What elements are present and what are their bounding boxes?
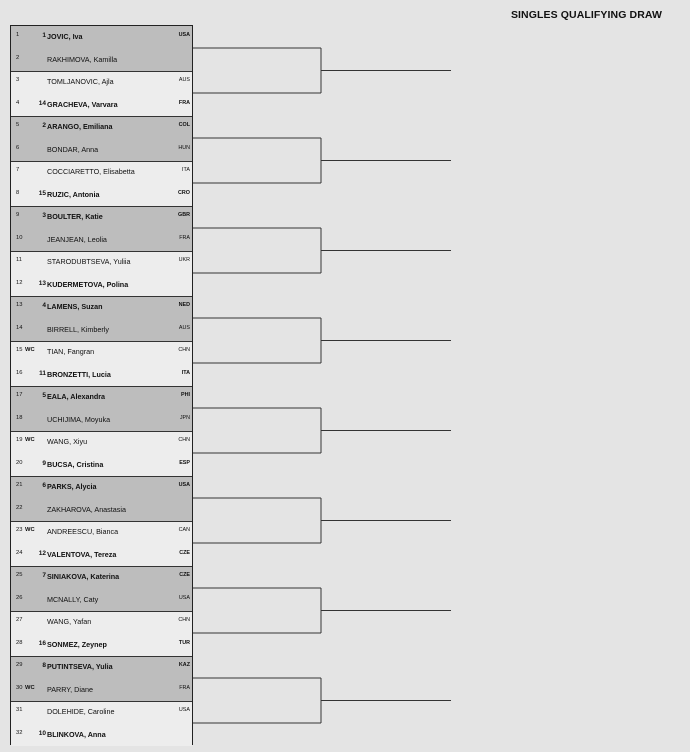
draw-position: 25 <box>16 572 23 578</box>
draw-position: 24 <box>16 549 23 556</box>
seed-number: 7 <box>42 572 46 579</box>
country-code: USA <box>178 482 190 488</box>
player-name: TOMLJANOVIC, Ajla <box>47 77 114 86</box>
seed-number: 9 <box>42 459 46 467</box>
draw-title: SINGLES QUALIFYING DRAW <box>510 9 662 21</box>
country-code: KAZ <box>178 662 190 668</box>
seed-number: 2 <box>42 122 46 129</box>
country-code: ITA <box>181 369 190 376</box>
country-code: FRA <box>179 684 190 691</box>
country-code: FRA <box>179 234 190 241</box>
country-code: USA <box>178 594 190 601</box>
seed-number: 10 <box>38 729 46 737</box>
player-name: BRONZETTI, Lucia <box>47 369 111 379</box>
country-code: PHI <box>181 392 190 398</box>
player-name: KUDERMETOVA, Polina <box>47 279 129 289</box>
draw-position: 1 <box>16 32 20 38</box>
player-name: COCCIARETTO, Elisabetta <box>47 167 135 176</box>
country-code: AUS <box>178 77 190 83</box>
seed-number: 16 <box>38 639 46 647</box>
draw-position: 11 <box>16 257 23 263</box>
draw-position: 28 <box>16 639 23 646</box>
seed-number: 6 <box>42 482 46 489</box>
player-name: BUCSA, Cristina <box>47 459 104 469</box>
player-name: TIAN, Fangran <box>47 347 95 356</box>
player-name: ARANGO, Emiliana <box>47 122 113 131</box>
draw-position: 6 <box>16 144 20 151</box>
draw-position: 15 <box>16 347 23 353</box>
player-name: WANG, Xiyu <box>47 437 88 446</box>
player-name: SONMEZ, Zeynep <box>47 639 107 649</box>
player-name: JEANJEAN, Leolia <box>47 234 107 244</box>
player-name: PARRY, Diane <box>47 684 93 694</box>
country-code: ESP <box>179 459 190 466</box>
draw-position: 27 <box>16 617 23 623</box>
entry-status: WC <box>25 347 35 353</box>
player-name: WANG, Yafan <box>47 617 92 626</box>
country-code: CRO <box>178 189 190 196</box>
player-name: PUTINTSEVA, Yulia <box>47 662 113 671</box>
draw-position: 7 <box>16 167 20 173</box>
seed-number: 11 <box>39 369 46 377</box>
draw-position: 9 <box>16 212 20 218</box>
player-name: BIRRELL, Kimberly <box>47 324 109 334</box>
country-code: AUS <box>178 324 190 331</box>
draw-position: 10 <box>16 234 23 241</box>
seed-number: 3 <box>42 212 46 219</box>
draw-position: 32 <box>16 729 23 736</box>
country-code: USA <box>178 32 190 38</box>
draw-position: 14 <box>16 324 23 331</box>
draw-position: 30 <box>16 684 23 691</box>
draw-position: 22 <box>16 504 23 511</box>
player-name: EALA, Alexandra <box>47 392 106 401</box>
player-name: BLINKOVA, Anna <box>47 729 106 739</box>
player-name: LAMENS, Suzan <box>47 302 103 311</box>
player-name: BONDAR, Anna <box>47 144 99 154</box>
draw-position: 4 <box>16 99 20 106</box>
country-code: CZE <box>179 549 190 556</box>
draw-position: 18 <box>16 414 23 421</box>
draw-position: 26 <box>16 594 23 601</box>
draw-position: 12 <box>16 279 23 286</box>
player-name: SINIAKOVA, Katerina <box>47 572 120 581</box>
draw-position: 20 <box>16 459 23 466</box>
player-name: ZAKHAROVA, Anastasia <box>47 504 126 514</box>
country-code: COL <box>178 122 190 128</box>
country-code: NED <box>178 302 190 308</box>
seed-number: 13 <box>38 279 46 287</box>
country-code: TUR <box>178 639 190 646</box>
player-name: MCNALLY, Caty <box>47 594 99 604</box>
country-code: GBR <box>178 212 190 218</box>
draw-position: 16 <box>16 369 23 376</box>
seed-number: 5 <box>42 392 46 399</box>
player-name: JOVIC, Iva <box>47 32 83 41</box>
draw-position: 3 <box>16 77 20 83</box>
draw-position: 17 <box>16 392 23 398</box>
entry-status: WC <box>25 437 35 443</box>
seed-number: 12 <box>38 549 46 557</box>
seed-number: 1 <box>42 32 46 39</box>
draw-position: 23 <box>16 527 23 533</box>
draw-position: 13 <box>16 302 23 308</box>
draw-position: 2 <box>16 54 20 61</box>
country-code: FRA <box>178 99 190 106</box>
draw-position: 29 <box>16 662 23 668</box>
draw-position: 8 <box>16 189 20 196</box>
country-code: UKR <box>178 257 190 263</box>
player-name: BOULTER, Katie <box>47 212 103 221</box>
country-code: ITA <box>182 167 190 173</box>
country-code: USA <box>178 707 190 713</box>
country-code: HUN <box>178 144 190 151</box>
country-code: CHN <box>178 437 190 443</box>
seed-number: 14 <box>38 99 46 107</box>
player-name: ANDREESCU, Bianca <box>47 527 119 536</box>
draw-position: 31 <box>16 707 23 713</box>
country-code: CZE <box>179 572 190 578</box>
draw-position: 21 <box>16 482 23 488</box>
seed-number: 8 <box>42 662 46 669</box>
country-code: JPN <box>179 414 190 421</box>
draw-position: 19 <box>16 437 23 443</box>
country-code: CAN <box>178 527 190 533</box>
seed-number: 15 <box>38 189 46 197</box>
player-name: PARKS, Alycia <box>47 482 97 491</box>
player-name: DOLEHIDE, Caroline <box>47 707 115 716</box>
player-name: GRACHEVA, Varvara <box>47 99 118 109</box>
draw-position: 5 <box>16 122 20 128</box>
entry-status: WC <box>25 527 35 533</box>
seed-number: 4 <box>42 302 46 309</box>
entry-status: WC <box>25 684 35 691</box>
player-name: RAKHIMOVA, Kamilla <box>47 54 118 64</box>
player-name: RUZIC, Antonia <box>47 189 100 199</box>
player-name: STARODUBTSEVA, Yuliia <box>47 257 131 266</box>
player-name: VALENTOVA, Tereza <box>47 549 117 559</box>
player-name: UCHIJIMA, Moyuka <box>47 414 111 424</box>
country-code: CHN <box>178 617 190 623</box>
country-code: CHN <box>178 347 190 353</box>
